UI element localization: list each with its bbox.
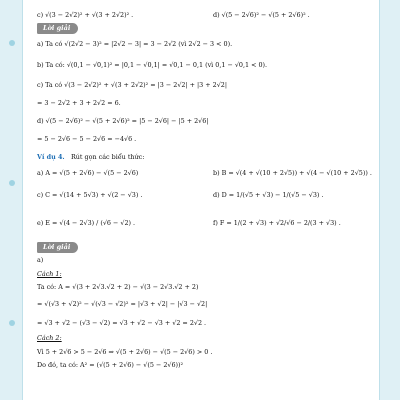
- example-row: [37, 164, 372, 184]
- method-1-line-1: Ta có: A = √(3 + 2√3.√2 + 2) − √(3 − 2√3.√2 + 2): [37, 283, 199, 291]
- decoration-dot: [9, 40, 15, 46]
- solution-b-line: b) Ta có: √(0,1 − √0,1)² = |0,1 − √0,1| = √0,1 − 0,1 (vì 0,1 − √0,1 < 0).: [37, 61, 268, 69]
- solution-line: [37, 32, 369, 54]
- example-b: b) B = √(4 + √(10 + 2√5)) + √(4 − √(10 + 2√5)) .: [213, 169, 372, 177]
- solution-line: [37, 110, 369, 130]
- solution-line: [37, 294, 369, 314]
- solution-part-label: a): [37, 256, 44, 264]
- example-e: e) E = √(4 − 2√3) / (√6 − √2) .: [37, 219, 136, 227]
- method-1-line-3: = √3 + √2 − (√3 − √2) = √3 + √2 − √3 + √2 = 2√2 .: [37, 319, 207, 327]
- solution-header-1: [37, 18, 369, 32]
- document-page: [22, 0, 380, 400]
- method-2-line-1: Vì 5 + 2√6 > 5 − 2√6 ⇒ √(5 + 2√6) − √(5 − 2√6) > 0 .: [37, 348, 213, 356]
- example-row: [37, 208, 369, 238]
- solution-d-result: = 5 − 2√6 − 5 − 2√6 = −4√6 .: [37, 135, 137, 143]
- example-f: f) F = 1/(2 + √3) + √2/√6 − 2/(3 + √3) .: [213, 219, 341, 227]
- method-2-label: Cách 2:: [37, 334, 62, 342]
- example-d: d) D = 1/(√5 + √3) − 1/(√5 − √3) .: [213, 191, 324, 199]
- example-row: [37, 184, 369, 208]
- solution-line: [37, 74, 369, 94]
- solution-line: [37, 280, 369, 294]
- example-4-title: Ví dụ 4.: [37, 153, 65, 161]
- solution-line: [37, 130, 369, 146]
- example-4-header: [37, 146, 369, 164]
- solution-c-line: c) Ta có √(3 − 2√2)² + √(3 + 2√2)² = |3 − 2√2| + |3 + 2√2|: [37, 81, 228, 89]
- method-1-line-2: = √(√3 + √2)² − √(√3 − √2)² = |√3 + √2| − |√3 − √2|: [37, 300, 208, 308]
- decoration-dot: [9, 320, 15, 326]
- method-1-label: Cách 1:: [37, 270, 62, 278]
- exercise-top-row: [37, 2, 369, 18]
- document-content: [37, 2, 372, 370]
- solution-badge: Lời giải: [37, 242, 78, 253]
- exercise-d: d) √(5 − 2√6)² − √(5 + 2√6)² .: [213, 11, 310, 19]
- solution-line: [37, 314, 369, 332]
- solution-line: [37, 358, 369, 370]
- solution-line: [37, 54, 369, 74]
- solution-line: [37, 94, 369, 110]
- solution-a-line: a) Ta có √(2√2 − 3)² = |2√2 − 3| = 3 − 2√2 (vì 2√2 − 3 < 0).: [37, 40, 233, 48]
- example-a: a) A = √(5 + 2√6) − √(5 − 2√6): [37, 169, 139, 177]
- method-2-line-2: Do đó, ta có: A² = (√(5 + 2√6) − √(5 − 2√6))²: [37, 361, 184, 369]
- solution-line: [37, 252, 369, 266]
- solution-line: [37, 344, 369, 358]
- example-4-prompt: Rút gọn các biểu thức:: [71, 153, 145, 161]
- solution-line: [37, 332, 369, 344]
- solution-header-2: [37, 238, 369, 252]
- exercise-c: c) √(3 − 2√2)² + √(3 + 2√2)² .: [37, 11, 134, 19]
- solution-badge: Lời giải: [37, 23, 78, 34]
- decoration-dot: [9, 180, 15, 186]
- solution-d-line: d) √(5 − 2√6)² − √(5 + 2√6)² = |5 − 2√6| − |5 + 2√6|: [37, 117, 209, 125]
- example-c: c) C = √(14 + 5√3) + √(2 − √3) .: [37, 191, 143, 199]
- solution-line: [37, 266, 369, 280]
- solution-c-result: = 3 − 2√2 + 3 + 2√2 = 6.: [37, 99, 121, 107]
